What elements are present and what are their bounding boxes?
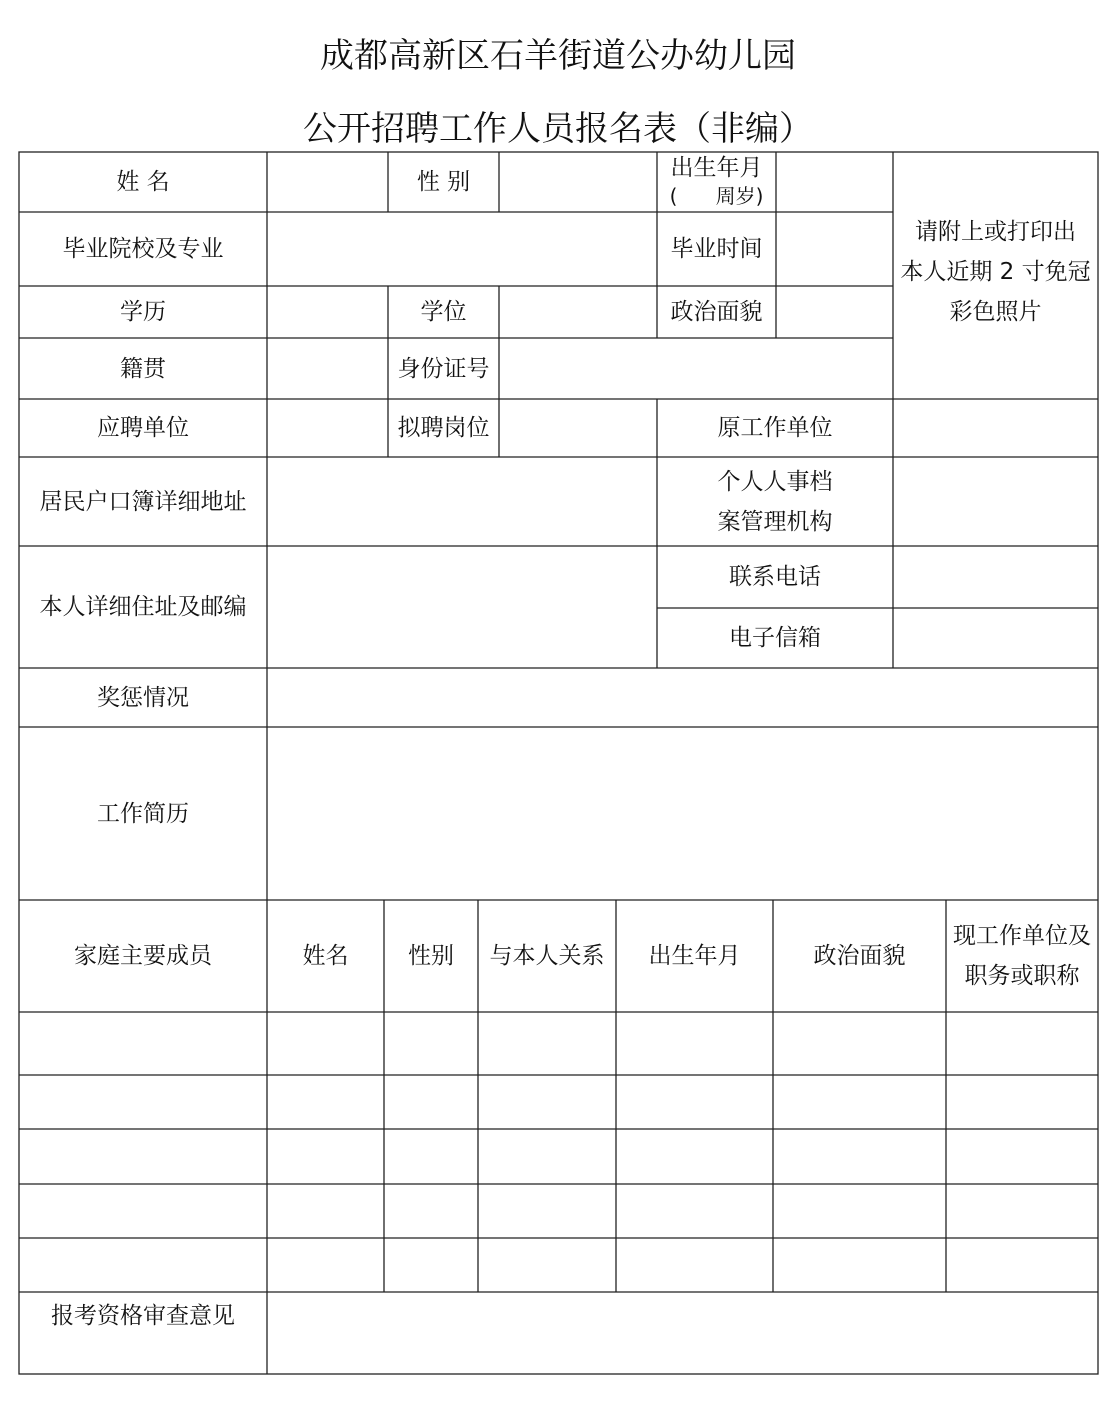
family-row-3[interactable] — [19, 1129, 1098, 1184]
rewards-label: 奖惩情况 — [97, 684, 189, 711]
email-label: 电子信箱 — [729, 625, 821, 651]
education-field[interactable] — [267, 286, 388, 338]
family-col-birth: 出生年月 — [648, 943, 741, 969]
family-row-1[interactable] — [19, 1012, 1098, 1075]
id-number-field[interactable] — [499, 338, 893, 399]
native-label: 籍贯 — [120, 355, 166, 382]
degree-field[interactable] — [499, 286, 657, 338]
grad-time-label: 毕业时间 — [670, 236, 763, 262]
apply-unit-label: 应聘单位 — [97, 415, 189, 441]
apply-post-label: 拟聘岗位 — [397, 415, 490, 441]
orig-unit-field[interactable] — [893, 399, 1098, 457]
address-postcode-label: 本人详细住址及邮编 — [39, 594, 247, 620]
native-field[interactable] — [267, 338, 388, 399]
archive-org-label — [657, 457, 893, 546]
rewards-field[interactable] — [267, 668, 1098, 727]
phone-field[interactable] — [893, 546, 1098, 608]
orig-unit-label: 原工作单位 — [717, 415, 833, 441]
political-field[interactable] — [776, 286, 893, 338]
name-label: 姓 名 — [116, 169, 170, 195]
form-title-line1: 成都高新区石羊街道公办幼儿园 — [320, 36, 796, 76]
apply-post-field[interactable] — [499, 399, 657, 457]
photo-area[interactable] — [893, 212, 1098, 342]
id-number-label: 身份证号 — [397, 355, 490, 382]
family-members-label: 家庭主要成员 — [74, 943, 212, 969]
family-col-relation: 与本人关系 — [489, 943, 605, 969]
birth-age-label: ( 周岁) — [669, 184, 764, 208]
family-row-4[interactable] — [19, 1184, 1098, 1238]
archive-org-label-line1: 个人人事档 — [717, 468, 833, 495]
address-postcode-field[interactable] — [267, 546, 657, 668]
family-row-5[interactable] — [19, 1238, 1098, 1292]
resume-label: 工作简历 — [97, 800, 189, 827]
school-major-label: 毕业院校及专业 — [62, 236, 224, 262]
gender-label: 性 别 — [416, 169, 471, 195]
family-col-work-line2: 职务或职称 — [964, 963, 1080, 989]
phone-label: 联系电话 — [729, 564, 821, 590]
birth-label-cell — [657, 152, 776, 212]
household-address-field[interactable] — [267, 457, 657, 546]
archive-org-field[interactable] — [893, 457, 1098, 546]
archive-org-label-line2: 案管理机构 — [717, 508, 833, 535]
name-field[interactable] — [267, 152, 388, 212]
apply-unit-field[interactable] — [267, 399, 388, 457]
family-col-name: 姓名 — [302, 943, 349, 969]
email-field[interactable] — [893, 608, 1098, 668]
review-opinion-label: 报考资格审查意见 — [51, 1303, 235, 1329]
review-opinion-field[interactable] — [267, 1292, 1098, 1374]
photo-note-line3: 彩色照片 — [949, 299, 1042, 325]
family-col-work-line1: 现工作单位及 — [953, 923, 1091, 949]
household-address-label: 居民户口簿详细地址 — [39, 488, 247, 515]
photo-note-line1: 请附上或打印出 — [914, 219, 1076, 245]
degree-label: 学位 — [420, 299, 467, 325]
education-label: 学历 — [120, 299, 166, 325]
school-major-field[interactable] — [267, 212, 657, 286]
family-col-work — [946, 900, 1098, 1012]
family-col-political: 政治面貌 — [813, 943, 906, 969]
gender-field[interactable] — [499, 152, 657, 212]
birth-field[interactable] — [776, 152, 893, 212]
photo-note-line2: 本人近期 2 寸免冠 — [900, 259, 1091, 285]
family-col-gender: 性别 — [408, 943, 454, 969]
family-row-2[interactable] — [19, 1075, 1098, 1129]
political-label: 政治面貌 — [670, 299, 763, 325]
resume-field[interactable] — [267, 727, 1098, 900]
birth-label: 出生年月 — [670, 155, 763, 181]
grad-time-field[interactable] — [776, 212, 893, 286]
form-title-line2: 公开招聘工作人员报名表（非编） — [303, 109, 813, 149]
